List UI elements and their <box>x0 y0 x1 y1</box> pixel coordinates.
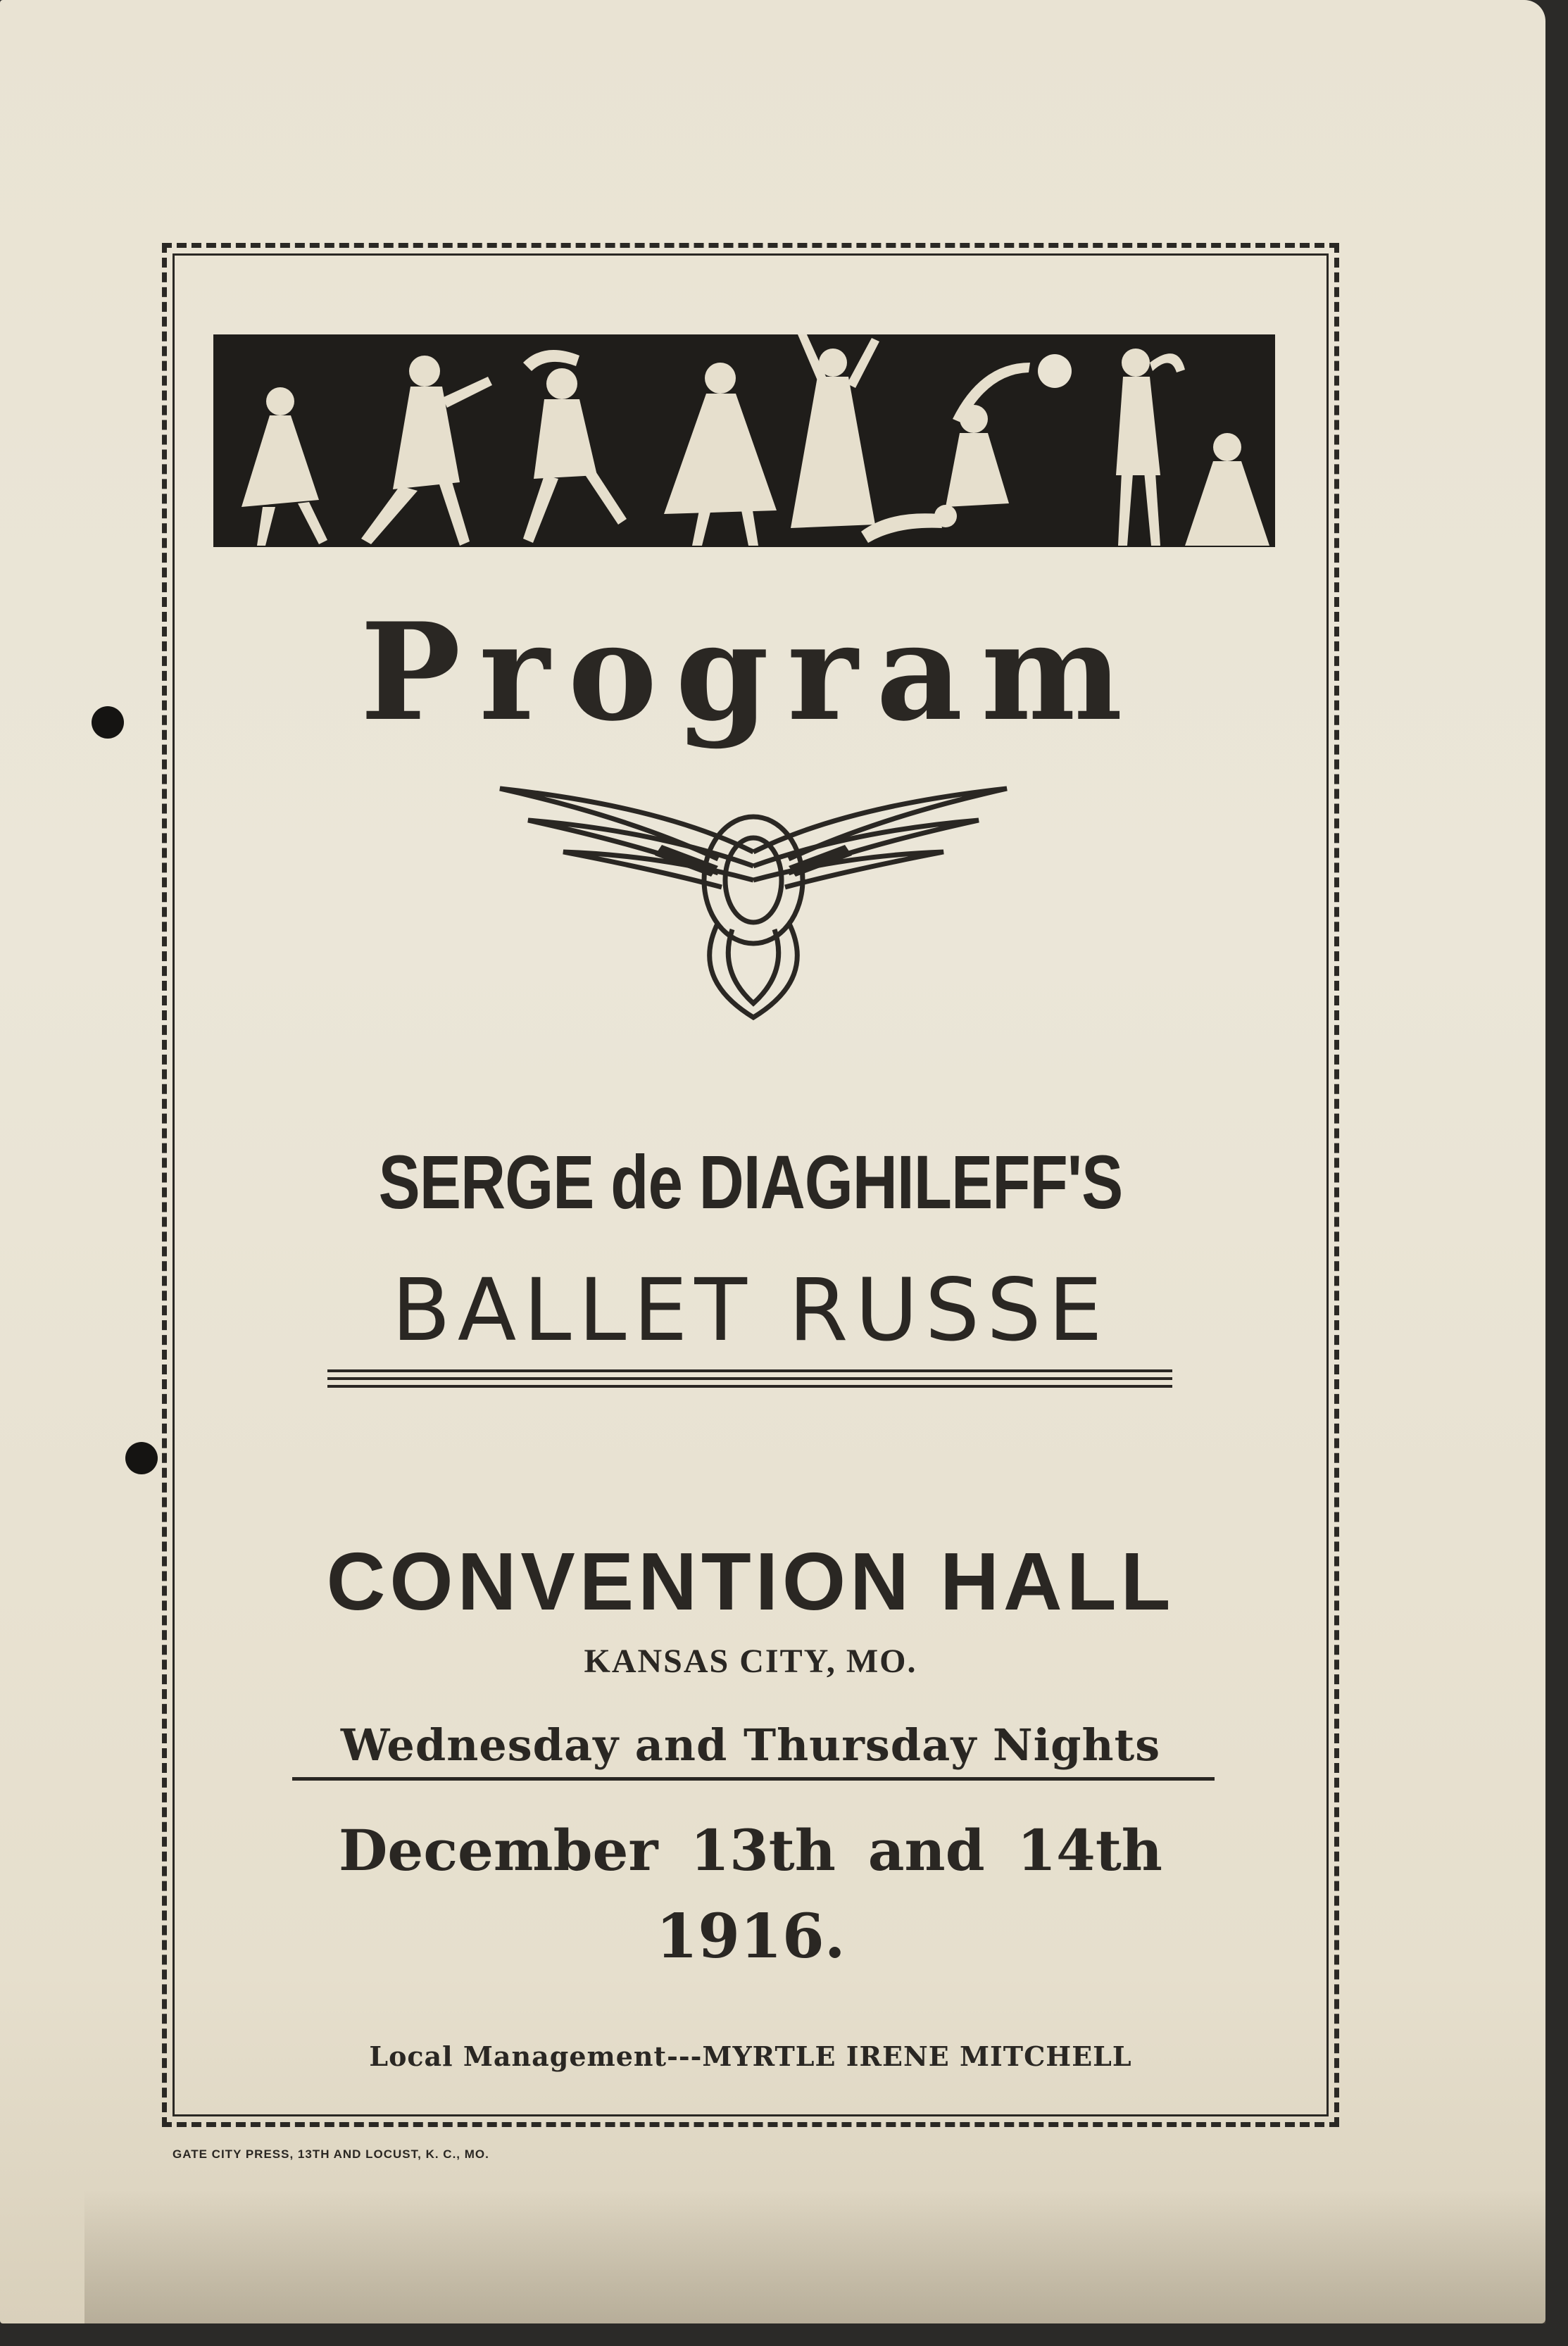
winged-wheel-icon <box>486 767 1021 1021</box>
title-ballet-russe: BALLET RUSSE <box>391 1260 1110 1360</box>
venue-name: CONVENTION HALL <box>326 1536 1175 1627</box>
punch-hole <box>125 1442 158 1474</box>
venue-city: KANSAS CITY, MO. <box>584 1643 917 1680</box>
decorative-triple-rule <box>327 1369 1172 1393</box>
punch-hole <box>92 706 124 739</box>
nights-underline <box>292 1777 1215 1781</box>
program-heading: Program <box>360 594 1141 751</box>
performance-year: 1916. <box>656 1901 846 1972</box>
local-management: Local Management---MYRTLE IRENE MITCHELL <box>369 2040 1132 2072</box>
dancers-banner-illustration <box>213 334 1275 547</box>
printer-imprint: GATE CITY PRESS, 13TH AND LOCUST, K. C., MO. <box>173 2147 489 2161</box>
performance-dates: December 13th and 14th <box>339 1817 1162 1883</box>
performance-nights: Wednesday and Thursday Nights <box>340 1719 1161 1771</box>
title-serge-de-diaghileff: SERGE de DIAGHILEFF'S <box>378 1139 1123 1224</box>
page-wear-shadow <box>84 2190 1545 2323</box>
